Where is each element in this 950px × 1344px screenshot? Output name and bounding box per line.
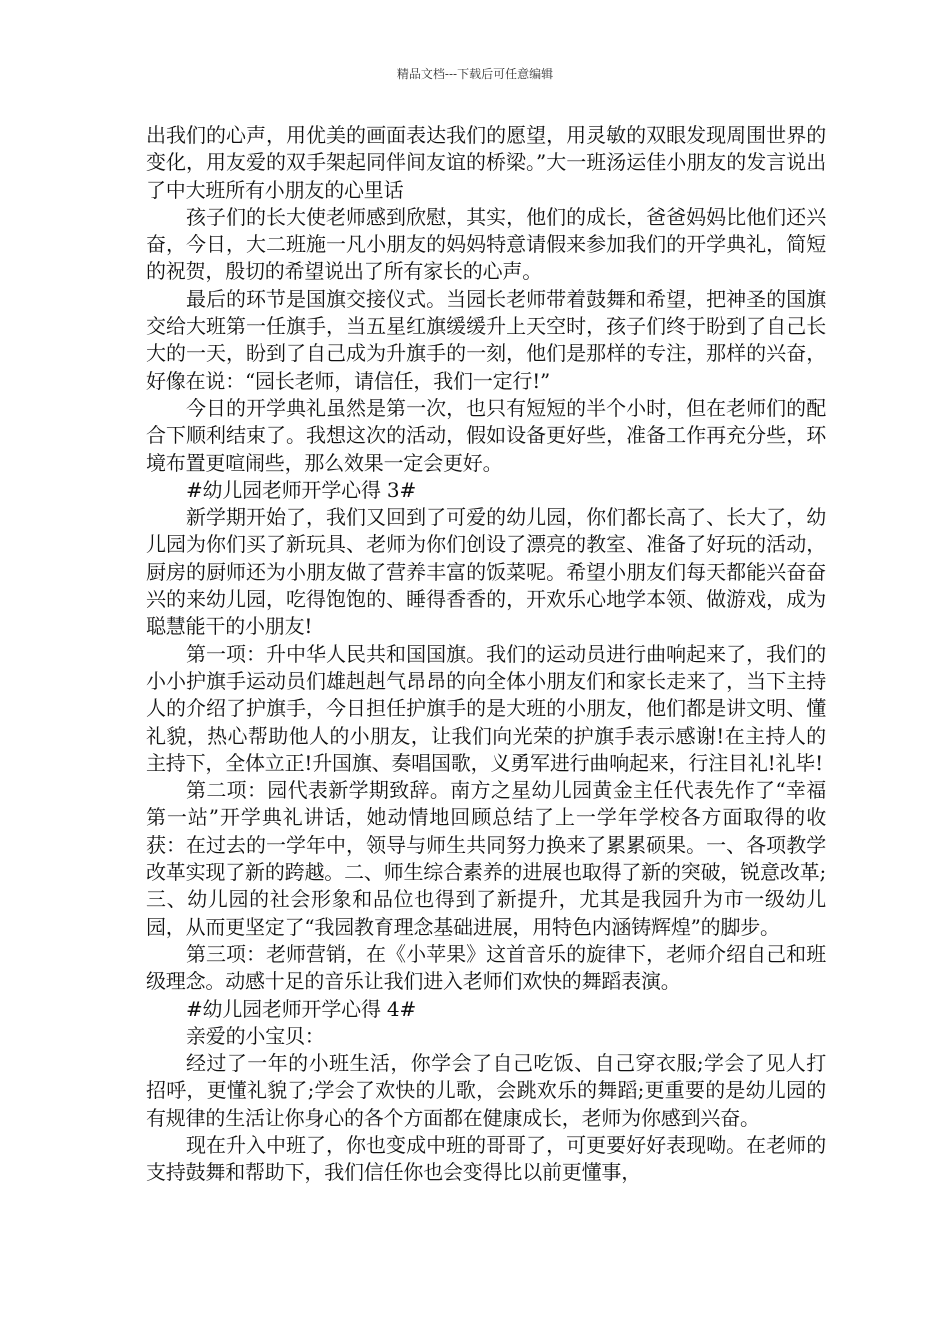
- greeting: 亲爱的小宝贝：: [186, 1023, 325, 1048]
- paragraph-4: 今日的开学典礼虽然是第一次，也只有短短的半个小时，但在老师们的配合下顺利结束了。我想这次的活动，假如设备更好些，准备工作再充分些，环境布置更喧闹些，那么效果一定会更好。: [146, 395, 826, 475]
- paragraph-5: 新学期开始了，我们又回到了可爱的幼儿园，你们都长高了、长大了，幼儿园为你们买了新玩具、老师为你们创设了漂亮的教室、准备了好玩的活动，厨房的厨师还为小朋友做了营养丰富的饭菜呢。希望小朋友们每天都能兴奋奋兴的来幼儿园，吃得饱饱的、睡得香香的，开欢乐心地学本领、做游戏，成为聪慧能干的小朋友!: [146, 505, 826, 639]
- paragraph-8: 第三项：老师营销，在《小苹果》这首音乐的旋律下，老师介绍自己和班级理念。动感十足的音乐让我们进入老师们欢快的舞蹈表演。: [146, 941, 826, 994]
- paragraph-7: 第二项：园代表新学期致辞。南方之星幼儿园黄金主任代表先作了“幸福第一站”开学典礼讲话，她动情地回顾总结了上一学年学校各方面取得的收获：在过去的一学年中，领导与师生共同努力换来了累累硕果。一、各项教学改革实现了新的跨越。二、师生综合素养的进展也取得了新的突破，锐意改革;三、幼儿园的社会形象和品位也得到了新提升，尤其是我园升为市一级幼儿园，从而更坚定了“我园教育理念基础进展，用特色内涵铸辉煌”的脚步。: [146, 778, 826, 939]
- paragraph-2: 孩子们的长大使老师感到欣慰，其实，他们的成长，爸爸妈妈比他们还兴奋，今日，大二班施一凡小朋友的妈妈特意请假来参加我们的开学典礼，简短的祝贺，殷切的希望说出了所有家长的心声。: [146, 204, 826, 284]
- paragraph-9: 经过了一年的小班生活，你学会了自己吃饭、自己穿衣服;学会了见人打招呼，更懂礼貌了;学会了欢快的儿歌，会跳欢乐的舞蹈;更重要的是幼儿园的有规律的生活让你身心的各个方面都在健康成长，老师为你感到兴奋。: [146, 1051, 826, 1130]
- paragraph-1: 出我们的心声，用优美的画面表达我们的愿望，用灵敏的双眼发现周围世界的变化，用友爱的双手架起同伴间友谊的桥梁。”大一班汤运佳小朋友的发言说出了中大班所有小朋友的心里话: [146, 123, 826, 202]
- paragraph-3: 最后的环节是国旗交接仪式。当园长老师带着鼓舞和希望，把神圣的国旗交给大班第一任旗手，当五星红旗缓缓升上天空时，孩子们终于盼到了自己长大的一天，盼到了自己成为升旗手的一刻，他们是那样的专注，那样的兴奋，好像在说：“园长老师，请信任，我们一定行!”: [146, 286, 826, 393]
- page-header: 精品文档---下载后可任意编辑: [396, 67, 554, 81]
- paragraph-10: 现在升入中班了，你也变成中班的哥哥了，可更要好好表现呦。在老师的支持鼓舞和帮助下，我们信任你也会变得比以前更懂事，: [146, 1132, 826, 1185]
- section-heading-4: #幼儿园老师开学心得 4#: [186, 996, 416, 1021]
- document-body: [146, 122, 826, 1187]
- paragraph-6: 第一项：升中华人民共和国国旗。我们的运动员进行曲响起来了，我们的小小护旗手运动员们雄赳赳气昂昂的向全体小朋友们和家长走来了，当下主持人的介绍了护旗手，今日担任护旗手的是大班的小朋友，他们都是讲文明、懂礼貌，热心帮助他人的小朋友，让我们向光荣的护旗手表示感谢!在主持人的主持下，全体立正!升国旗、奏唱国歌，义勇军进行曲响起来，行注目礼!礼毕!: [146, 641, 826, 775]
- section-heading-3: #幼儿园老师开学心得 3#: [186, 477, 416, 502]
